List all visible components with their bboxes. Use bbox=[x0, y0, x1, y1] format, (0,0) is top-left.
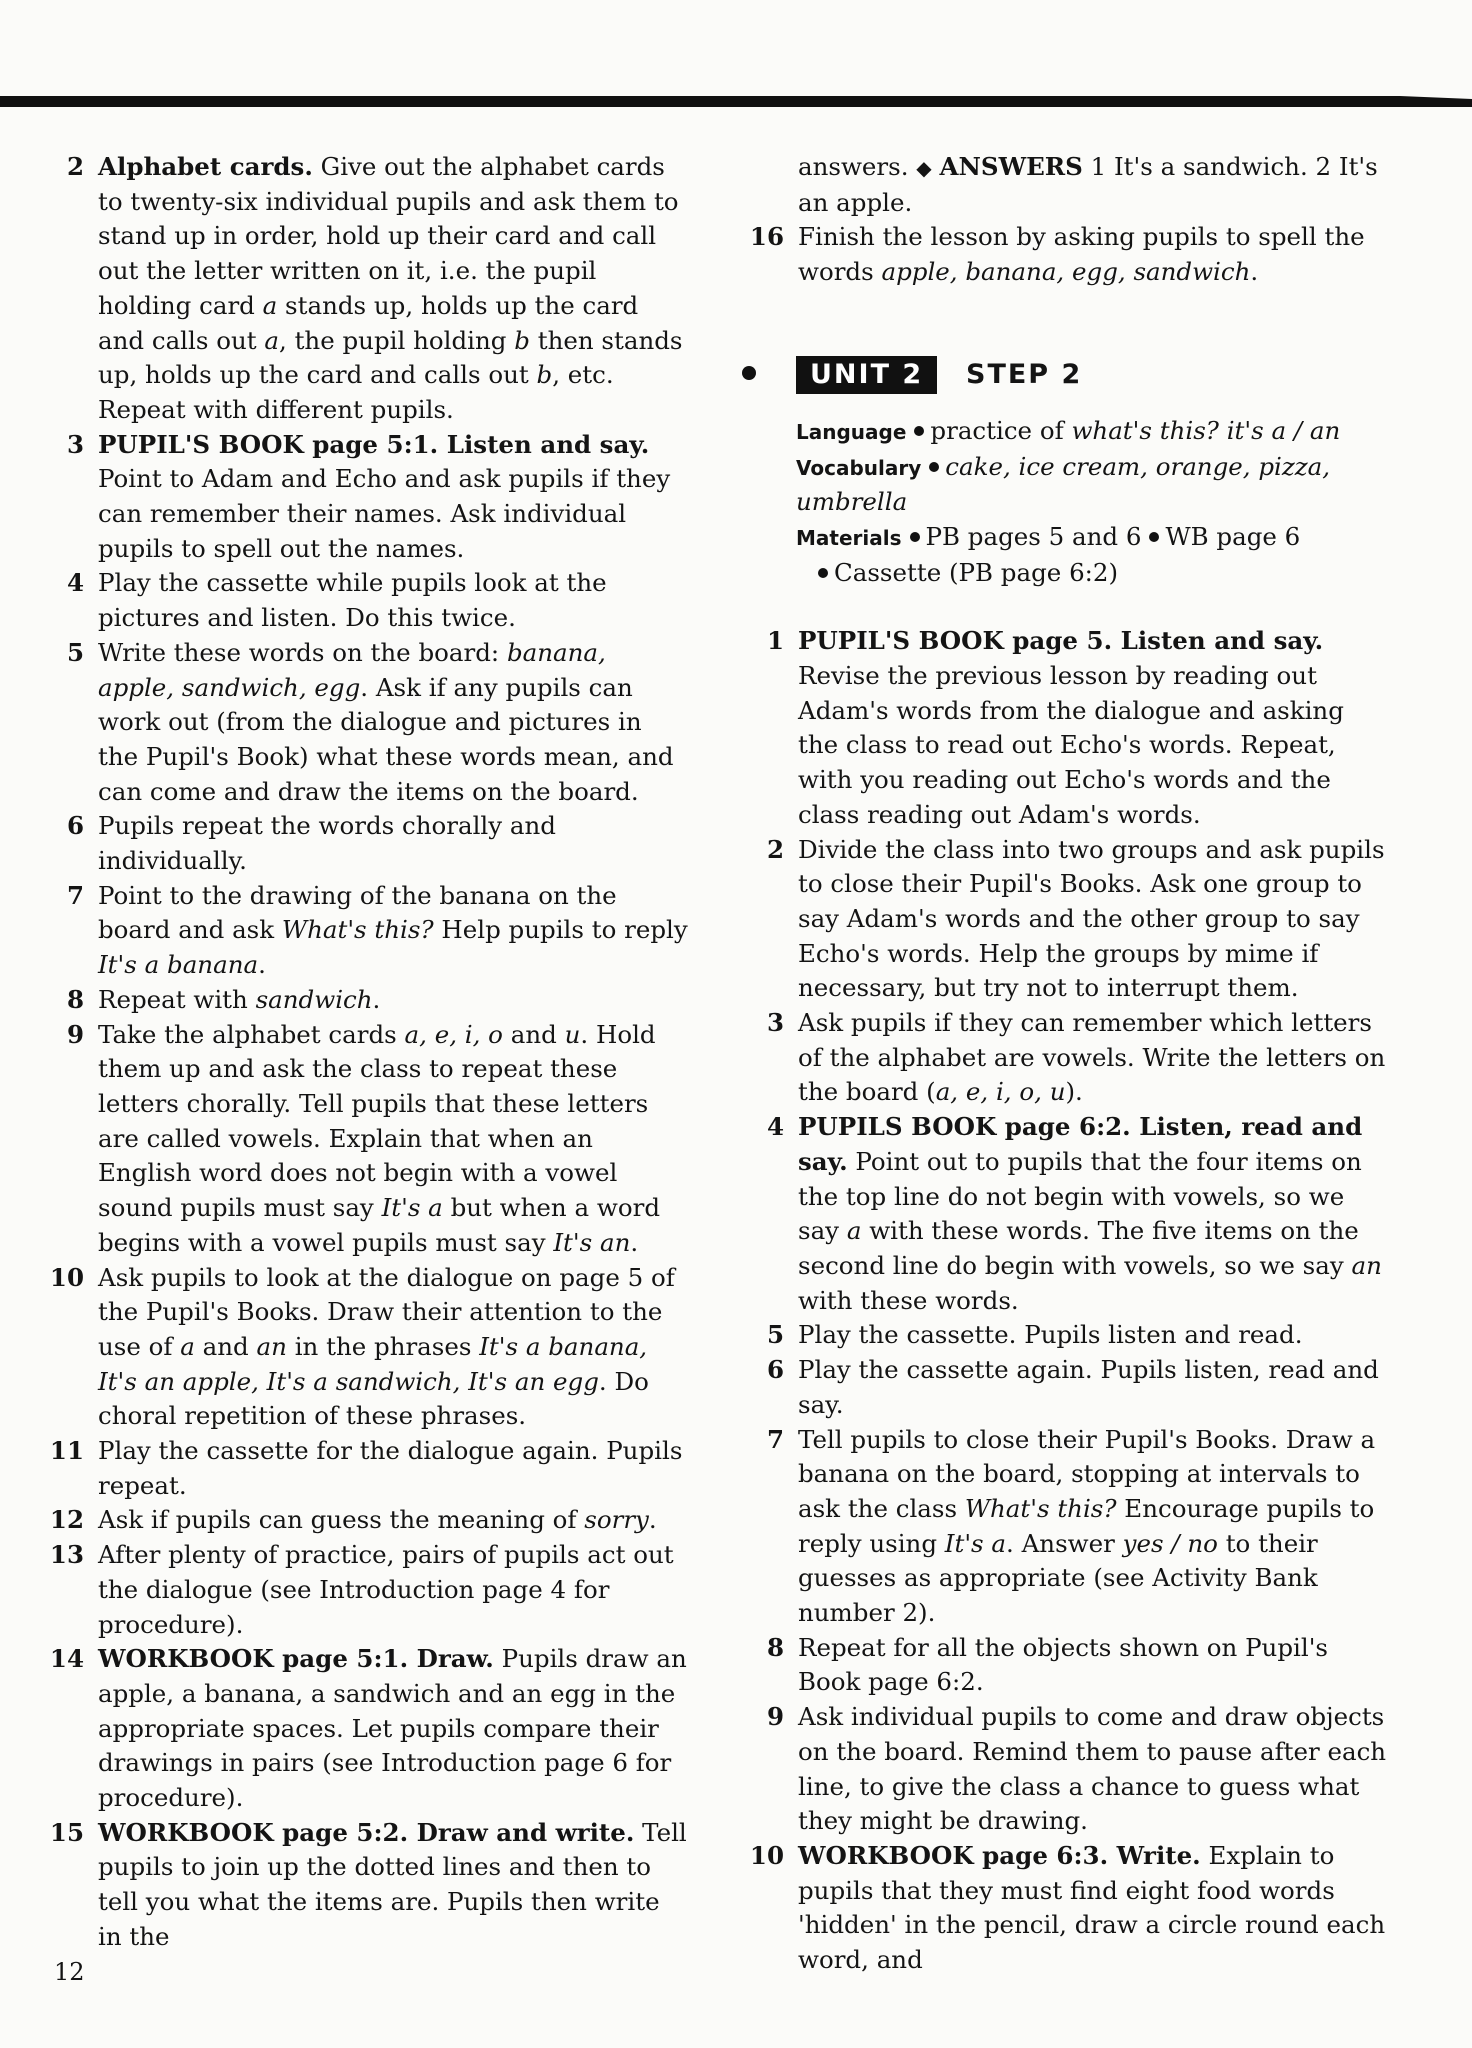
list-item: 15 WORKBOOK page 5:2. Draw and write. Tell pupils to join up the dotted lines and then to tell you what the items are. Pupils then write in the bbox=[49, 1817, 687, 1951]
step-label: STEP 2 bbox=[966, 358, 1083, 390]
item-number: 6 bbox=[66, 811, 84, 841]
bullet-icon bbox=[910, 532, 920, 542]
item-number: 8 bbox=[66, 984, 84, 1014]
item-number: 7 bbox=[766, 1424, 784, 1454]
language-row: Language practice of what's this? it's a / an bbox=[796, 415, 1341, 445]
item-number: 12 bbox=[49, 1505, 84, 1535]
list-item: 4 Play the cassette while pupils look at the pictures and listen. Do this twice. bbox=[48, 566, 688, 635]
language-label: Language bbox=[796, 419, 907, 444]
list-item: 4 PUPILS BOOK page 6:2. Listen, read and say. Point out to pupils that the four items on the top line do not begin with vowels, so we say a with these words. The five items on the second line do begin with vowels, so we say an with these words. bbox=[748, 1110, 1388, 1318]
materials-row: Materials PB pages 5 and 6 WB page 6 bbox=[796, 521, 1301, 551]
page-number: 12 bbox=[54, 1958, 85, 1986]
list-item: 11 Play the cassette for the dialogue again. Pupils repeat. bbox=[49, 1436, 683, 1500]
top-rule bbox=[0, 96, 1472, 107]
vocabulary-label: Vocabulary bbox=[796, 455, 922, 480]
list-item: 10 Ask pupils to look at the dialogue on page 5 of the Pupil's Books. Draw their attention to the use of a and an in the phrases It's a banana, It's an apple, It's a sandwich, It's an egg. Do choral repetition of these phrases. bbox=[49, 1262, 675, 1431]
item-number: 16 bbox=[749, 222, 784, 252]
list-item: 5 Write these words on the board: banana, apple, sandwich, egg. Ask if any pupils can work out (from the dialogue and pictures in the Pupil's Book) what these words mean, and can come and draw the items on the board. bbox=[48, 636, 688, 810]
bullet-icon bbox=[1149, 532, 1159, 542]
item-heading: WORKBOOK page 5:1. Draw. bbox=[98, 1644, 494, 1674]
list-item: 1 PUPIL'S BOOK page 5. Listen and say. Revise the previous lesson by reading out Adam's words from the dialogue and asking the class to read out Echo's words. Repeat, with you reading out Echo's words and the class reading out Adam's words. bbox=[748, 624, 1388, 832]
lesson-meta bbox=[748, 414, 1388, 591]
list-item: 12 Ask if pupils can guess the meaning of sorry. bbox=[48, 1503, 688, 1538]
item-number: 2 bbox=[66, 152, 84, 181]
answers-label: ANSWERS bbox=[939, 152, 1083, 181]
bullet-icon bbox=[914, 426, 924, 436]
list-item: 8 Repeat for all the objects shown on Pupil's Book page 6:2. bbox=[748, 1631, 1388, 1700]
unit-heading bbox=[748, 356, 1388, 396]
item-number: 6 bbox=[766, 1355, 784, 1385]
list-item: 3 Ask pupils if they can remember which letters of the alphabet are vowels. Write the letters on the board (a, e, i, o, u). bbox=[748, 1006, 1388, 1110]
diamond-icon: ◆ bbox=[916, 156, 932, 180]
list-item: 6 Pupils repeat the words chorally and individually. bbox=[48, 809, 688, 878]
unit-label: UNIT 2 bbox=[796, 356, 937, 394]
list-item: 14 WORKBOOK page 5:1. Draw. Pupils draw an apple, a banana, a sandwich and an egg in the appropriate spaces. Let pupils compare their drawings in pairs (see Introduction page 6 for procedure). bbox=[49, 1644, 687, 1813]
vocabulary-row: Vocabulary cake, ice cream, orange, pizza, umbrella bbox=[796, 451, 1331, 517]
item-number: 14 bbox=[49, 1644, 84, 1674]
item-number: 2 bbox=[766, 834, 784, 864]
list-item: 8 Repeat with sandwich. bbox=[48, 983, 688, 1018]
list-item: 16 Finish the lesson by asking pupils to spell the words apple, banana, egg, sandwich. bbox=[749, 222, 1365, 287]
item-number: 1 bbox=[766, 626, 784, 656]
item-heading: PUPILS BOOK page 6:2. Listen, read and say. bbox=[798, 1112, 1363, 1176]
list-item: 13 After plenty of practice, pairs of pupils act out the dialogue (see Introduction page 4 for procedure). bbox=[49, 1540, 674, 1639]
item-heading: WORKBOOK page 6:3. Write. bbox=[798, 1840, 1201, 1870]
bullet-icon bbox=[929, 462, 939, 472]
item-number: 7 bbox=[66, 880, 84, 910]
item-number: 10 bbox=[749, 1840, 784, 1870]
list-item: 2 Alphabet cards. Give out the alphabet cards to twenty-six individual pupils and ask them to stand up in order, hold up their card and call out the letter written on it, i.e. the pupil holding card a stands up, holds up the card and calls out a, the pupil holding b then stands up, holds up the card and calls out b, etc. Repeat with different pupils. bbox=[48, 150, 688, 428]
item-heading: Alphabet cards. bbox=[98, 152, 313, 181]
item-number: 5 bbox=[766, 1320, 784, 1350]
item-number: 10 bbox=[49, 1262, 84, 1292]
right-column bbox=[748, 150, 1388, 1978]
item-number: 9 bbox=[766, 1702, 784, 1732]
list-item: 2 Divide the class into two groups and ask pupils to close their Pupil's Books. Ask one group to say Adam's words and the other group to say Echo's words. Help the groups by mime if necessary, but try not to interrupt them. bbox=[748, 833, 1388, 1007]
left-column bbox=[48, 150, 688, 1955]
materials-label: Materials bbox=[796, 525, 902, 550]
list-item: 7 Point to the drawing of the banana on the board and ask What's this? Help pupils to reply It's a banana. bbox=[48, 879, 688, 983]
item-number: 8 bbox=[766, 1632, 784, 1662]
continued-answers: answers. ◆ ANSWERS 1 It's a sandwich. 2 It's an apple. bbox=[798, 152, 1378, 217]
item-number: 3 bbox=[66, 429, 84, 459]
bullet-icon bbox=[742, 366, 756, 380]
item-number: 3 bbox=[766, 1008, 784, 1038]
item-number: 9 bbox=[66, 1019, 84, 1049]
item-number: 11 bbox=[49, 1436, 84, 1466]
item-number: 5 bbox=[66, 637, 84, 667]
item-number: 15 bbox=[49, 1817, 84, 1847]
item-heading: PUPIL'S BOOK page 5:1. Listen and say. bbox=[98, 429, 650, 459]
list-item: 5 Play the cassette. Pupils listen and read. bbox=[748, 1318, 1388, 1353]
list-item: 3 PUPIL'S BOOK page 5:1. Listen and say. Point to Adam and Echo and ask pupils if they can remember their names. Ask individual pupils to spell out the names. bbox=[48, 428, 688, 567]
item-number: 4 bbox=[766, 1112, 784, 1142]
item-number: 13 bbox=[49, 1540, 84, 1570]
materials-row-2: Cassette (PB page 6:2) bbox=[796, 556, 1388, 591]
list-item: 7 Tell pupils to close their Pupil's Books. Draw a banana on the board, stopping at intervals to ask the class What's this? Encourage pupils to reply using It's a. Answer yes / no to their guesses as appropriate (see Activity Bank number 2). bbox=[748, 1423, 1388, 1631]
list-item: 9 Take the alphabet cards a, e, i, o and u. Hold them up and ask the class to repeat these letters chorally. Tell pupils that these letters are called vowels. Explain that when an English word does not begin with a vowel sound pupils must say It's a but when a word begins with a vowel pupils must say It's an. bbox=[48, 1018, 688, 1261]
list-item: 10 WORKBOOK page 6:3. Write. Explain to pupils that they must find eight food words 'hidden' in the pencil, draw a circle round each word, and bbox=[749, 1840, 1386, 1975]
list-item: 6 Play the cassette again. Pupils listen, read and say. bbox=[748, 1353, 1388, 1422]
step-list bbox=[748, 624, 1388, 1977]
item-heading: WORKBOOK page 5:2. Draw and write. bbox=[98, 1817, 635, 1847]
list-item: 9 Ask individual pupils to come and draw objects on the board. Remind them to pause after each line, to give the class a chance to guess what they might be drawing. bbox=[748, 1700, 1388, 1839]
item-heading: PUPIL'S BOOK page 5. Listen and say. bbox=[798, 626, 1324, 656]
bullet-icon bbox=[818, 568, 828, 578]
item-number: 4 bbox=[66, 568, 84, 598]
